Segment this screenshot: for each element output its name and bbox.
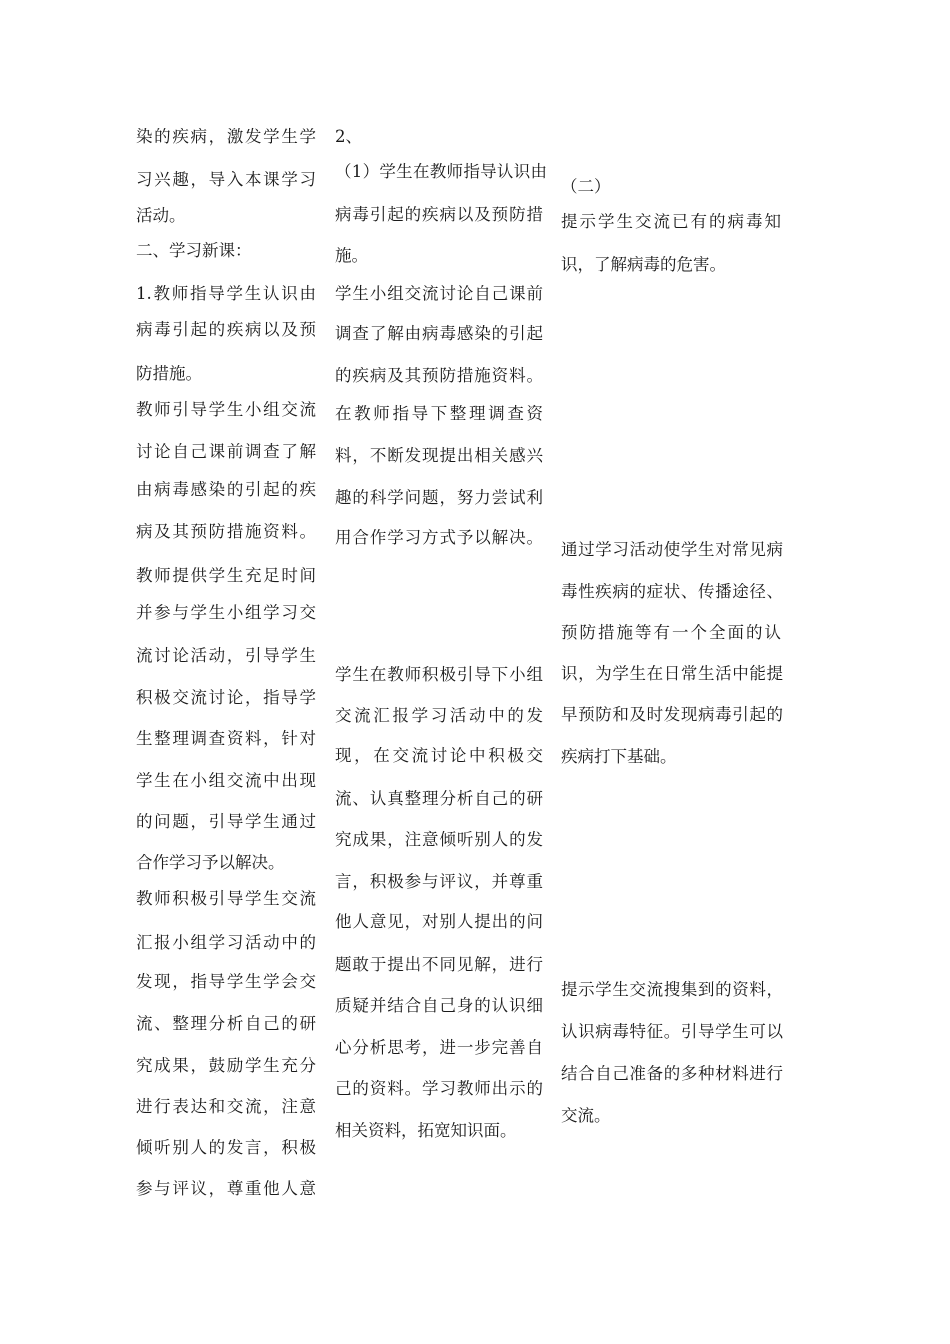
- text-line: 流讨论活动，引导学生: [136, 646, 316, 665]
- text-line: 相关资料，拓宽知识面。: [335, 1121, 517, 1140]
- text-line: 活动。: [136, 206, 186, 225]
- text-line: 教师引导学生小组交流: [136, 400, 316, 419]
- text-line: 病毒引起的疾病以及预防措: [335, 205, 543, 224]
- text-line: 题敢于提出不同见解，进行: [335, 955, 543, 974]
- text-line: 教师积极引导学生交流: [136, 889, 316, 908]
- text-line: 认识病毒特征。引导学生可以: [561, 1022, 783, 1041]
- text-line: 己的资料。学习教师出示的: [335, 1079, 543, 1098]
- text-line: 1.教师指导学生认识由: [136, 284, 316, 303]
- text-line: 趣的科学问题，努力尝试利: [335, 488, 543, 507]
- text-line: 习兴趣，导入本课学习: [136, 170, 316, 189]
- text-line: 病毒引起的疾病以及预: [136, 320, 316, 339]
- text-line: 疾病打下基础。: [561, 747, 677, 766]
- text-line: 提示学生交流已有的病毒知: [561, 212, 781, 231]
- text-line: 言，积极参与评议，并尊重: [335, 872, 543, 891]
- text-line: 发现，指导学生学会交: [136, 972, 316, 991]
- text-line: 学生在小组交流中出现: [136, 771, 316, 790]
- text-line: 质疑并结合自己身的认识细: [335, 996, 543, 1015]
- text-line: 提示学生交流搜集到的资料，: [561, 980, 783, 999]
- text-line: 调查了解由病毒感染的引起: [335, 324, 543, 343]
- text-line: 他人意见，对别人提出的问: [335, 912, 543, 931]
- text-line: 并参与学生小组学习交: [136, 603, 316, 622]
- text-line: 合作学习予以解决。: [136, 853, 285, 872]
- text-line: 积极交流讨论，指导学: [136, 688, 316, 707]
- text-line: 料，不断发现提出相关感兴: [335, 446, 543, 465]
- text-line: 病及其预防措施资料。: [136, 522, 316, 541]
- text-line: 究成果，鼓励学生充分: [136, 1056, 316, 1075]
- text-line: 早预防和及时发现病毒引起的: [561, 705, 783, 724]
- text-line: 通过学习活动使学生对常见病: [561, 540, 783, 559]
- text-line: 识，为学生在日常生活中能提: [561, 664, 783, 683]
- text-line: 的问题，引导学生通过: [136, 812, 316, 831]
- text-line: 的疾病及其预防措施资料。: [335, 366, 543, 385]
- text-line: 心分析思考，进一步完善自: [335, 1038, 543, 1057]
- text-line: 汇报小组学习活动中的: [136, 933, 316, 952]
- item-number: （二）: [561, 177, 611, 196]
- text-line: 学生在教师积极引导下小组: [335, 665, 543, 684]
- text-line: 生整理调查资料，针对: [136, 729, 316, 748]
- text-line: 交流汇报学习活动中的发: [335, 706, 543, 725]
- text-line: 讨论自己课前调查了解: [136, 442, 316, 461]
- text-line: 流、认真整理分析自己的研: [335, 789, 543, 808]
- text-line: 交流。: [561, 1106, 611, 1125]
- text-line: 识，了解病毒的危害。: [561, 255, 726, 274]
- text-line: 预防措施等有一个全面的认: [561, 623, 781, 642]
- text-line: 染的疾病，激发学生学: [136, 127, 316, 146]
- text-line: 结合自己准备的多种材料进行: [561, 1064, 783, 1083]
- text-line: （1）学生在教师指导认识由: [335, 162, 547, 181]
- text-line: 施。: [335, 246, 368, 265]
- text-line: 教师提供学生充足时间: [136, 566, 316, 585]
- text-line: 究成果，注意倾听别人的发: [335, 830, 543, 849]
- text-line: 参与评议，尊重他人意: [136, 1179, 316, 1198]
- text-line: 进行表达和交流，注意: [136, 1097, 316, 1116]
- text-line: 在教师指导下整理调查资: [335, 404, 543, 423]
- text-line: 学生小组交流讨论自己课前: [335, 284, 543, 303]
- text-line: 现，在交流讨论中积极交: [335, 746, 543, 765]
- text-line: 毒性疾病的症状、传播途径、: [561, 582, 783, 601]
- item-number: 2、: [335, 127, 362, 146]
- text-line: 倾听别人的发言，积极: [136, 1138, 316, 1157]
- text-line: 用合作学习方式予以解决。: [335, 528, 543, 547]
- section-heading: 二、学习新课：: [136, 241, 252, 260]
- text-line: 流、整理分析自己的研: [136, 1014, 316, 1033]
- text-line: 防措施。: [136, 364, 202, 383]
- text-line: 由病毒感染的引起的疾: [136, 480, 316, 499]
